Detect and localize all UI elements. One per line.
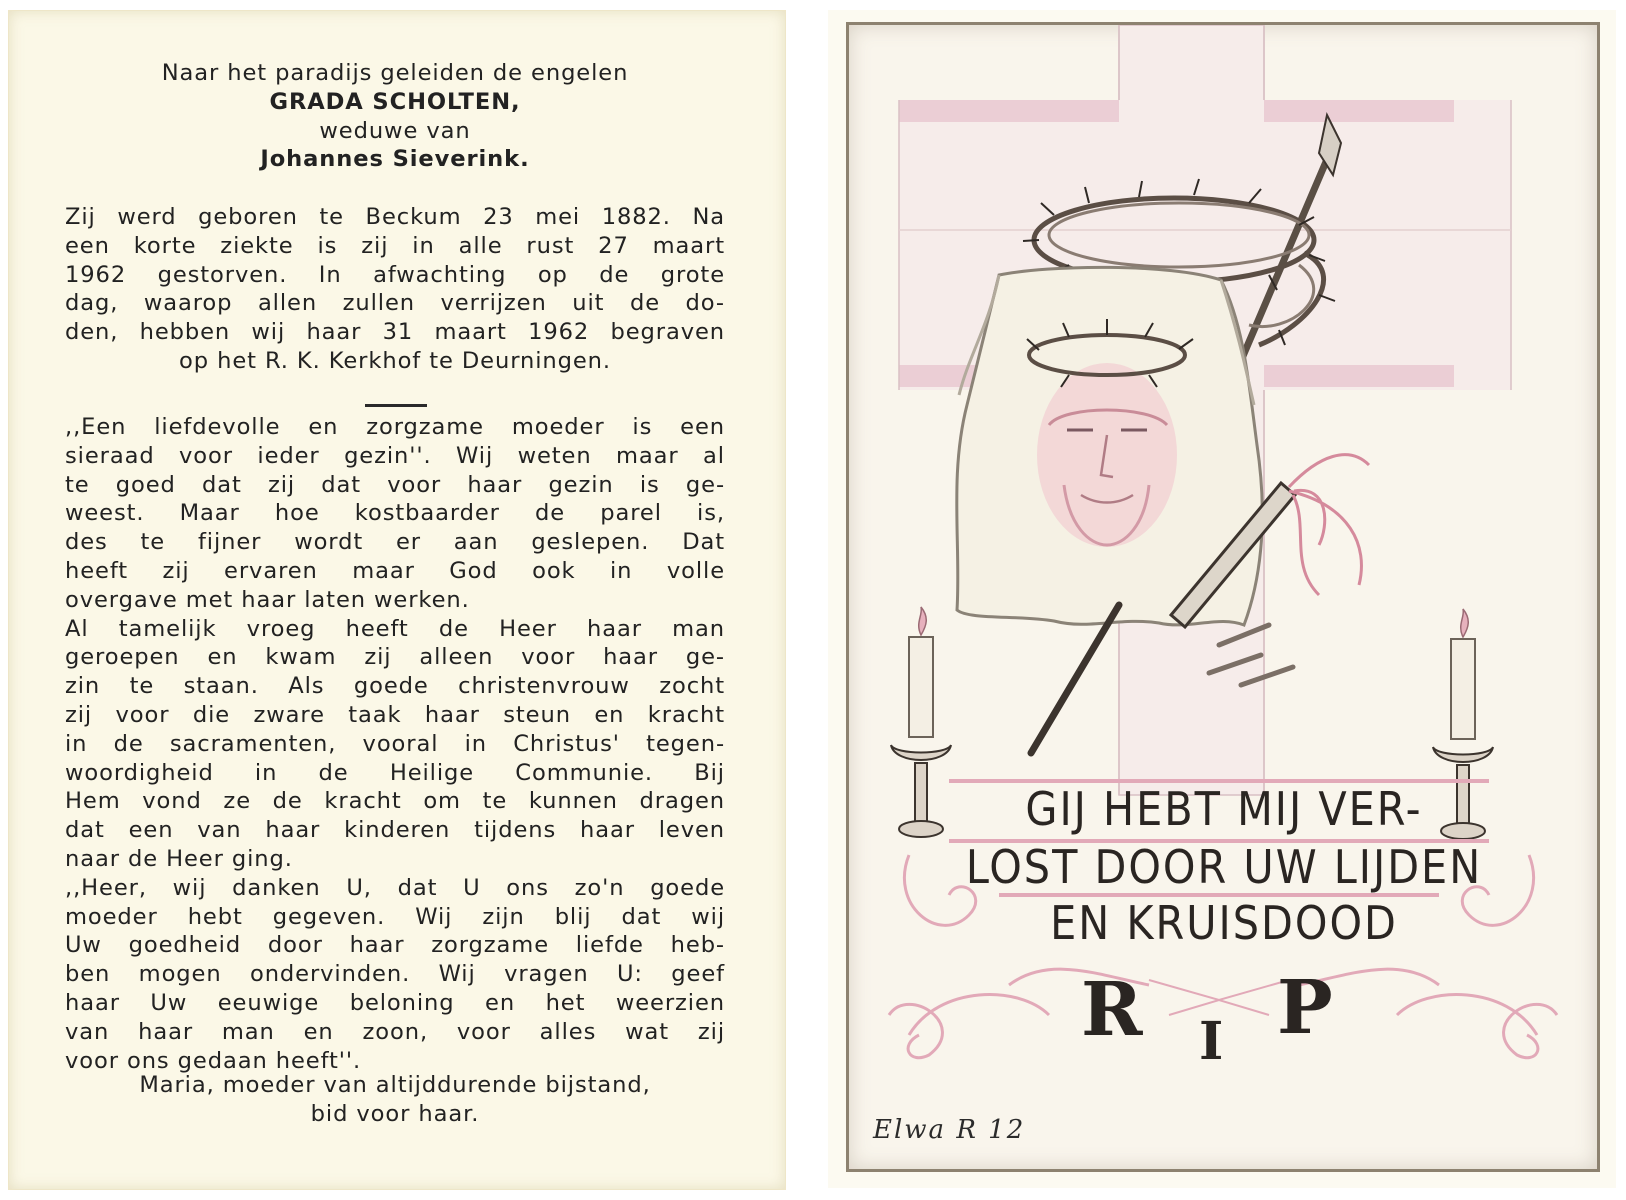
bio-line: Zij werd geboren te Beckum 23 mei 1882. Na [65, 204, 725, 230]
bio-line: den, hebben wij haar 31 maart 1962 begraven [65, 319, 725, 346]
illustration-frame [846, 22, 1600, 1172]
motto-line: LOST DOOR UW LIJDEN [965, 840, 1483, 894]
eulogy-line: woordigheid in de Heilige Communie. Bij [65, 759, 725, 786]
bio-line: dag, waarop allen zullen verrijzen uit de do- [65, 290, 725, 317]
husband-name: Johannes Sieverink. [260, 146, 530, 173]
eulogy-line: Hem vond ze de kracht om te kunnen dragen [65, 788, 725, 815]
bio-line: een korte ziekte is zij in alle rust 27 maart [65, 232, 725, 259]
biography-paragraph [65, 203, 725, 376]
closing-line: Maria, moeder van altijddurende bijstand, [139, 1072, 651, 1098]
eulogy-line: des te fijner wordt er aan geslepen. Dat [65, 529, 725, 556]
eulogy-line: ben mogen ondervinden. Wij vragen U: geef [65, 961, 725, 988]
motto-text [966, 782, 1482, 950]
eulogy-line: voor ons gedaan heeft''. [65, 1047, 362, 1074]
closing-line: bid voor haar. [310, 1100, 480, 1127]
header-block [65, 59, 725, 174]
eulogy-line: moeder hebt gegeven. Wij zijn blij dat wij [65, 903, 725, 930]
memorial-text-card [8, 10, 786, 1190]
eulogy-line: van haar man en zoon, voor alles wat zij [65, 1018, 725, 1045]
face-of-christ [1037, 363, 1177, 547]
eulogy-line: heeft zij ervaren maar God ook in volle [65, 557, 725, 584]
eulogy-line: dat een van haar kinderen tijdens haar leven [65, 817, 725, 844]
right-candle-icon [1433, 609, 1493, 839]
eulogy-line: in de sacramenten, vooral in Christus' tegen- [65, 730, 725, 757]
devotional-image-card [828, 10, 1616, 1188]
staff-icon [1031, 605, 1119, 753]
rip-letter-r: R [1081, 967, 1143, 1053]
eulogy-paragraph [65, 413, 725, 1075]
motto-line: EN KRUISDOOD [1050, 896, 1398, 950]
motto-line: GIJ HEBT MIJ VER- [1025, 782, 1423, 836]
eulogy-line: weest. Maar hoe kostbaarder de parel is, [65, 500, 725, 527]
eulogy-line: geroepen en kwam zij alleen voor haar ge- [65, 644, 725, 671]
eulogy-line: Uw goedheid door haar zorgzame liefde heb- [65, 932, 725, 959]
rip-inscription [1081, 965, 1333, 1072]
bio-line: 1962 gestorven. In afwachting op de grote [65, 261, 725, 288]
widow-of-line: weduwe van [319, 117, 471, 144]
closing-prayer [65, 1071, 725, 1129]
intro-line: Naar het paradijs geleiden de engelen [161, 60, 629, 86]
eulogy-line: te goed dat zij dat voor haar gezin is ge- [65, 471, 725, 498]
eulogy-line: ,,Een liefdevolle en zorgzame moeder is een [65, 414, 725, 440]
deceased-name: GRADA SCHOLTEN, [269, 88, 521, 115]
bio-line: op het R. K. Kerkhof te Deurningen. [179, 347, 611, 374]
eulogy-line: Al tamelijk vroeg heeft de Heer haar man [65, 615, 725, 642]
passion-illustration [849, 25, 1597, 1169]
eulogy-line: sieraad voor ieder gezin''. Wij weten maar al [65, 442, 725, 469]
left-candle-icon [891, 607, 951, 837]
rip-letter-i: I [1199, 1011, 1224, 1072]
eulogy-line: ,,Heer, wij danken U, dat U ons zo'n goede [65, 874, 725, 901]
eulogy-line: naar de Heer ging. [65, 845, 293, 872]
artist-signature: Elwa R 12 [873, 1115, 1026, 1145]
section-divider [365, 404, 427, 407]
eulogy-line: overgave met haar laten werken. [65, 586, 470, 613]
eulogy-line: zij voor die zware taak haar steun en kracht [65, 701, 725, 728]
rip-letter-p: P [1277, 965, 1333, 1051]
eulogy-line: haar Uw eeuwige beloning en het weerzien [65, 989, 725, 1016]
eulogy-line: zin te staan. Als goede christenvrouw zocht [65, 673, 725, 700]
